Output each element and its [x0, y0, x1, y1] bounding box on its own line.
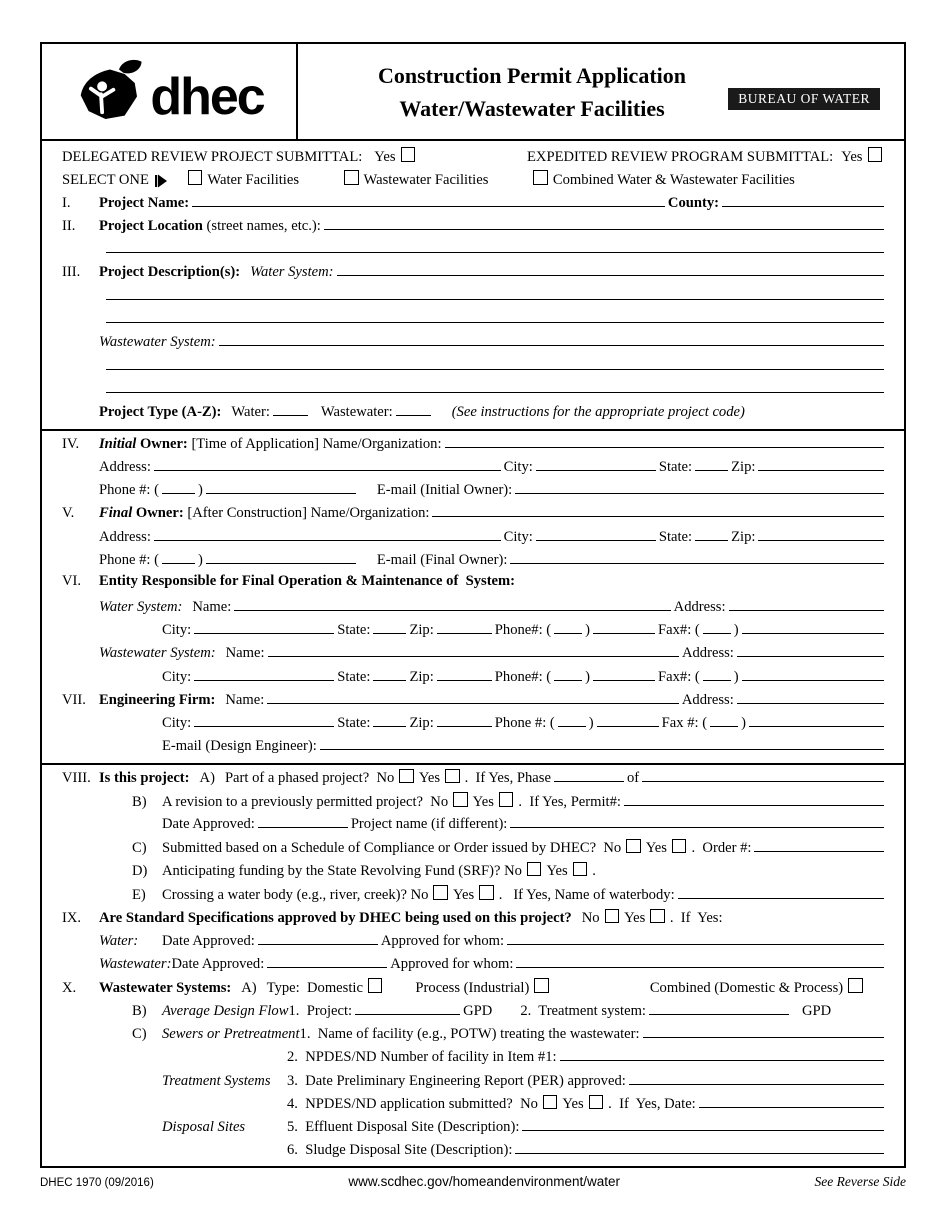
- waterbody-question: Crossing a water body (e.g., river, creek)? No: [162, 886, 429, 903]
- logo-cell: [42, 44, 298, 139]
- project-name-line[interactable]: [192, 193, 665, 207]
- row-initial-owner-address: [42, 457, 904, 480]
- project-name-label: Project Name:: [99, 194, 190, 211]
- see-reverse-side: See Reverse Side: [814, 1174, 906, 1189]
- item-d-label: D): [132, 863, 148, 880]
- phone-label: Phone#: (: [494, 621, 552, 638]
- initial-owner-phone-line[interactable]: [206, 480, 356, 494]
- wastewater-facilities-label: Wastewater Facilities: [363, 171, 489, 188]
- water-description-line[interactable]: [337, 262, 884, 276]
- facility-name-line[interactable]: [643, 1024, 884, 1038]
- city-label: City:: [162, 668, 192, 685]
- section-viii-numeral: VIII.: [62, 770, 91, 787]
- flow-project-label: 1. Project:: [288, 1002, 353, 1019]
- project-location-hint: (street names, etc.):: [202, 217, 321, 234]
- row-wastewater-desc-cont1: [42, 356, 904, 379]
- footer-url: www.scdhec.gov/homeandenvironment/water: [348, 1174, 620, 1189]
- form-border-box: [40, 42, 906, 1168]
- revision-no-checkbox[interactable]: [453, 792, 468, 807]
- final-owner-email-line[interactable]: [510, 550, 884, 564]
- initial-owner-areacode-line[interactable]: [162, 480, 195, 494]
- specs-yes-checkbox[interactable]: [650, 909, 665, 924]
- yes-label: Yes: [452, 886, 475, 903]
- form-title-line1: Construction Permit Application: [378, 62, 686, 88]
- final-owner-zip-line[interactable]: [758, 527, 884, 541]
- phased-project-question: Part of a phased project? No: [224, 770, 395, 787]
- final-owner-phone-line[interactable]: [206, 550, 356, 564]
- row-per-approved: [42, 1071, 904, 1094]
- fax-label: Fax#: (: [658, 621, 700, 638]
- county-line[interactable]: [722, 193, 884, 207]
- treatment-systems-label: Treatment Systems: [162, 1072, 271, 1089]
- row-entity-wastewater: [42, 643, 904, 666]
- phone-close-paren: ): [585, 668, 591, 685]
- wastewater-system-label: Wastewater System:: [99, 334, 216, 351]
- engineering-firm-address-line[interactable]: [737, 690, 884, 704]
- water-facilities-checkbox[interactable]: [188, 170, 203, 185]
- row-standard-specs: [42, 908, 904, 931]
- row-water-desc-cont2: [42, 309, 904, 332]
- project-name-different-line[interactable]: [510, 814, 884, 828]
- item-b-label: B): [132, 793, 147, 810]
- row-entity-responsible: [42, 573, 904, 596]
- section-x-numeral: X.: [62, 979, 77, 996]
- flow-treatment-label: 2. Treatment system:: [520, 1002, 646, 1019]
- specs-no-checkbox[interactable]: [605, 909, 620, 924]
- yes-label: Yes: [624, 910, 646, 926]
- row-engineering-firm-city: [42, 713, 904, 736]
- address-label: Address:: [673, 598, 726, 615]
- initial-owner-email-line[interactable]: [515, 480, 884, 494]
- combined-facilities-label: Combined Water & Wastewater Facilities: [552, 171, 795, 188]
- delegated-review-label: DELEGATED REVIEW PROJECT SUBMITTAL:: [62, 148, 363, 165]
- initial-owner-state-line[interactable]: [695, 457, 728, 471]
- waterbody-name-line[interactable]: [678, 885, 884, 899]
- disposal-sites-label: Disposal Sites: [162, 1119, 246, 1136]
- yes-label: Yes: [418, 770, 441, 787]
- item-c-label: C): [132, 840, 147, 857]
- row-sewers-facility-name: [42, 1024, 904, 1047]
- final-owner-label-italic: Final: [99, 505, 133, 522]
- section-iii-numeral: III.: [62, 264, 81, 281]
- engineering-firm-fax-line[interactable]: [749, 713, 884, 727]
- entity-wastewater-areacode-line[interactable]: [554, 667, 582, 681]
- row-design-engineer-email: [42, 736, 904, 759]
- entity-water-fax-areacode-line[interactable]: [703, 620, 731, 634]
- row-wastewater-description: [42, 332, 904, 355]
- item-a-label: A): [199, 770, 215, 787]
- blank-line[interactable]: [106, 286, 884, 300]
- row-sludge-disposal: [42, 1140, 904, 1163]
- phone-close-paren: ): [198, 482, 203, 499]
- row-final-owner: [42, 503, 904, 526]
- entity-water-city-line[interactable]: [194, 620, 334, 634]
- project-type-water-line[interactable]: [273, 402, 308, 416]
- initial-owner-address-line[interactable]: [154, 457, 501, 471]
- form-body: [42, 141, 904, 1164]
- section-vii-numeral: VII.: [62, 691, 86, 708]
- yes-label: Yes: [472, 793, 494, 810]
- initial-owner-name-line[interactable]: [445, 434, 884, 448]
- revision-question: A revision to a previously permitted project? No: [162, 793, 449, 810]
- process-industrial-label: Process (Industrial): [415, 979, 530, 996]
- specs-wastewater-whom-line[interactable]: [516, 954, 884, 968]
- engineering-firm-fax-areacode-line[interactable]: [710, 713, 738, 727]
- county-label: County:: [667, 194, 719, 211]
- expedited-yes-label: Yes: [841, 148, 863, 165]
- srf-question: Anticipating funding by the State Revolving Fund (SRF)? No: [162, 863, 522, 880]
- phone-close-paren: ): [585, 621, 591, 638]
- project-name-different-label: Project name (if different):: [350, 816, 508, 833]
- row-phased-project: [42, 768, 904, 791]
- specs-wastewater-date-line[interactable]: [267, 954, 387, 968]
- engineering-firm-city-line[interactable]: [194, 713, 334, 727]
- state-label: State:: [337, 621, 371, 638]
- per-approved-line[interactable]: [629, 1071, 884, 1085]
- npdes-yes-checkbox[interactable]: [589, 1095, 604, 1110]
- final-owner-email-label: E-mail (Final Owner):: [376, 552, 508, 569]
- entity-water-zip-line[interactable]: [437, 620, 492, 634]
- row-project-description: [42, 262, 904, 285]
- row-final-owner-phone: [42, 550, 904, 573]
- order-number-line[interactable]: [754, 838, 884, 852]
- phase-total-line[interactable]: [642, 768, 884, 782]
- water-system-label: Water System:: [250, 264, 334, 281]
- section-vi-numeral: VI.: [62, 573, 82, 590]
- state-label: State:: [337, 715, 371, 732]
- entity-responsible-title: Entity Responsible for Final Operation & Maintenance of System:: [99, 573, 516, 590]
- process-checkbox[interactable]: [534, 978, 549, 993]
- entity-water-areacode-line[interactable]: [554, 620, 582, 634]
- project-type-wastewater-label: Wastewater:: [320, 404, 393, 421]
- phone-close-paren: ): [588, 715, 594, 732]
- state-label: State:: [658, 528, 693, 545]
- project-type-note: (See instructions for the appropriate project code): [451, 404, 745, 421]
- waterbody-if-yes-label: . If Yes, Name of waterbody:: [498, 886, 675, 903]
- project-description-label: Project Description(s):: [99, 264, 241, 281]
- final-owner-areacode-line[interactable]: [162, 550, 195, 564]
- section-ix-numeral: IX.: [62, 910, 82, 926]
- entity-wastewater-zip-line[interactable]: [437, 667, 492, 681]
- city-label: City:: [503, 528, 533, 545]
- date-approved-label: Date Approved:: [162, 932, 255, 949]
- approved-for-whom-label: Approved for whom:: [380, 932, 505, 949]
- gpd-label: GPD: [801, 1002, 832, 1019]
- row-wastewater-desc-cont2: [42, 379, 904, 402]
- yes-label: Yes: [562, 1096, 584, 1113]
- no-label: No: [581, 910, 600, 926]
- is-this-project-title: Is this project:: [99, 770, 190, 787]
- entity-water-address-line[interactable]: [729, 597, 884, 611]
- waterbody-yes-checkbox[interactable]: [479, 885, 494, 900]
- row-project-name: [42, 193, 904, 216]
- zip-label: Zip:: [409, 668, 434, 685]
- final-owner-name-line[interactable]: [432, 503, 884, 517]
- order-number-label: . Order #:: [691, 840, 752, 857]
- srf-yes-checkbox[interactable]: [573, 862, 588, 877]
- phone-label: Phone#: (: [494, 668, 552, 685]
- revision-if-yes-label: . If Yes, Permit#:: [518, 793, 621, 810]
- phased-yes-checkbox[interactable]: [445, 769, 460, 784]
- entity-wastewater-fax-areacode-line[interactable]: [703, 667, 731, 681]
- name-label: Name:: [192, 598, 232, 615]
- sludge-disposal-line[interactable]: [515, 1140, 884, 1154]
- flow-project-line[interactable]: [355, 1001, 460, 1015]
- row-srf-funding: [42, 861, 904, 884]
- city-label: City:: [162, 715, 192, 732]
- srf-period: .: [592, 863, 596, 880]
- effluent-disposal-label: 5. Effluent Disposal Site (Description):: [287, 1119, 520, 1136]
- domestic-checkbox[interactable]: [368, 978, 383, 993]
- title-cell: [298, 44, 904, 139]
- phased-if-yes-label: . If Yes, Phase: [464, 770, 551, 787]
- entity-wastewater-system-label: Wastewater System:: [99, 645, 216, 662]
- engineering-firm-areacode-line[interactable]: [558, 713, 586, 727]
- row-schedule-compliance: [42, 838, 904, 861]
- phone-label: Phone #: (: [99, 482, 159, 499]
- initial-owner-label-italic: Initial: [99, 435, 137, 452]
- item-e-label: E): [132, 886, 146, 903]
- city-label: City:: [162, 621, 192, 638]
- row-npdes-application: [42, 1094, 904, 1117]
- sewers-pretreatment-label: Sewers or Pretreatment: [162, 1025, 300, 1042]
- row-entity-wastewater-city: [42, 667, 904, 690]
- initial-owner-label-bold: Owner:: [136, 435, 188, 452]
- phone-label: Phone #: (: [99, 552, 159, 569]
- row-revision-date: [42, 814, 904, 837]
- row-effluent-disposal: [42, 1117, 904, 1140]
- blank-line[interactable]: [106, 379, 884, 393]
- row-wastewater-systems-type: [42, 977, 904, 1000]
- zip-label: Zip:: [409, 621, 434, 638]
- initial-owner-email-label: E-mail (Initial Owner):: [376, 482, 513, 499]
- section-divider: [42, 763, 904, 765]
- engineering-firm-name-line[interactable]: [267, 690, 679, 704]
- entity-wastewater-fax-line[interactable]: [742, 667, 884, 681]
- row-initial-owner: [42, 434, 904, 457]
- date-approved-label: Date Approved:: [162, 816, 255, 833]
- project-location-line[interactable]: [324, 216, 884, 230]
- zip-label: Zip:: [731, 528, 756, 545]
- row-water-body-crossing: [42, 884, 904, 907]
- row-select-one: [42, 169, 904, 192]
- water-facilities-label: Water Facilities: [207, 171, 300, 188]
- average-design-flow-label: Average Design Flow: [162, 1002, 289, 1019]
- npdes-date-line[interactable]: [699, 1094, 884, 1108]
- name-label: Name:: [225, 691, 265, 708]
- row-project-location: [42, 216, 904, 239]
- final-owner-city-line[interactable]: [536, 527, 656, 541]
- page-footer: [40, 1174, 906, 1190]
- item-c-label: C): [132, 1025, 147, 1042]
- row-specs-wastewater: [42, 954, 904, 977]
- permit-number-line[interactable]: [624, 792, 884, 806]
- zip-label: Zip:: [731, 458, 756, 475]
- compliance-question: Submitted based on a Schedule of Compliance or Order issued by DHEC? No: [162, 840, 622, 857]
- entity-wastewater-name-line[interactable]: [268, 643, 679, 657]
- combined-domestic-process-label: Combined (Domestic & Process): [649, 979, 844, 996]
- address-label: Address:: [681, 691, 734, 708]
- select-one-label: SELECT ONE: [62, 171, 149, 188]
- compliance-no-checkbox[interactable]: [626, 839, 641, 854]
- row-review-submittal: [42, 146, 904, 169]
- row-npdes-number: [42, 1047, 904, 1070]
- form-title: [312, 59, 752, 125]
- zip-label: Zip:: [409, 715, 434, 732]
- approved-for-whom-label: Approved for whom:: [390, 956, 514, 973]
- waterbody-no-checkbox[interactable]: [433, 885, 448, 900]
- per-approved-label: 3. Date Preliminary Engineering Report (PER) approved:: [287, 1072, 626, 1089]
- form-number: DHEC 1970 (09/2016): [40, 1177, 154, 1189]
- initial-owner-zip-line[interactable]: [758, 457, 884, 471]
- blank-line[interactable]: [106, 309, 884, 323]
- initial-owner-name-label: [Time of Application] Name/Organization:: [187, 435, 442, 452]
- phased-no-checkbox[interactable]: [399, 769, 414, 784]
- npdes-number-label: 2. NPDES/ND Number of facility in Item #1:: [287, 1049, 557, 1066]
- yes-label: Yes: [546, 863, 568, 880]
- entity-water-state-line[interactable]: [373, 620, 406, 634]
- project-type-label: Project Type (A-Z):: [99, 404, 222, 421]
- expedited-yes-checkbox[interactable]: [868, 147, 883, 162]
- row-water-desc-cont1: [42, 286, 904, 309]
- phone-label: Phone #: (: [494, 715, 555, 732]
- phone-close-paren: ): [198, 552, 203, 569]
- npdes-no-checkbox[interactable]: [543, 1095, 558, 1110]
- select-arrow-icon: [155, 174, 167, 188]
- row-entity-water-city: [42, 620, 904, 643]
- phase-number-line[interactable]: [554, 768, 624, 782]
- form-header: [42, 44, 904, 141]
- row-engineering-firm: [42, 690, 904, 713]
- standard-specs-title: Are Standard Specifications approved by DHEC being used on this project?: [99, 910, 572, 926]
- combined-facilities-checkbox[interactable]: [533, 170, 548, 185]
- design-engineer-email-label: E-mail (Design Engineer):: [162, 738, 317, 755]
- row-entity-water: [42, 597, 904, 620]
- section-divider: [42, 429, 904, 431]
- bureau-of-water-badge: BUREAU OF WATER: [728, 88, 880, 110]
- flow-treatment-line[interactable]: [649, 1001, 789, 1015]
- entity-water-phone-line[interactable]: [593, 620, 655, 634]
- fax-label: Fax#: (: [658, 668, 700, 685]
- blank-line[interactable]: [106, 356, 884, 370]
- city-label: City:: [503, 458, 533, 475]
- address-label: Address:: [681, 645, 734, 662]
- state-label: State:: [337, 668, 371, 685]
- entity-wastewater-phone-line[interactable]: [593, 667, 655, 681]
- engineering-firm-state-line[interactable]: [373, 713, 406, 727]
- item-a-label: A): [241, 979, 257, 996]
- project-type-water-label: Water:: [231, 404, 270, 421]
- row-revision-project: [42, 791, 904, 814]
- npdes-if-yes-date-label: . If Yes, Date:: [608, 1096, 696, 1113]
- date-approved-label: Date Approved:: [171, 956, 265, 973]
- project-type-wastewater-line[interactable]: [396, 402, 431, 416]
- entity-wastewater-state-line[interactable]: [373, 667, 406, 681]
- specs-water-date-line[interactable]: [258, 931, 378, 945]
- item-b-label: B): [132, 1002, 147, 1019]
- gpd-label: GPD: [463, 1002, 493, 1019]
- section-iv-numeral: IV.: [62, 435, 80, 452]
- row-final-owner-address: [42, 527, 904, 550]
- phase-of-label: of: [626, 770, 640, 787]
- yes-label: Yes: [645, 840, 667, 857]
- name-label: Name:: [225, 645, 265, 662]
- design-engineer-email-line[interactable]: [320, 736, 884, 750]
- row-project-location-cont: [42, 239, 904, 262]
- fax-close-paren: ): [733, 621, 739, 638]
- npdes-application-question: 4. NPDES/ND application submitted? No: [287, 1096, 538, 1113]
- specs-wastewater-label: Wastewater:: [99, 956, 172, 973]
- specs-if-yes-label: . If Yes:: [669, 910, 723, 926]
- entity-water-name-line[interactable]: [234, 597, 670, 611]
- combined-checkbox[interactable]: [848, 978, 863, 993]
- fax-close-paren: ): [733, 668, 739, 685]
- row-project-type: [42, 402, 904, 425]
- project-location-label: Project Location: [99, 217, 203, 234]
- blank-line[interactable]: [106, 239, 884, 253]
- section-ii-numeral: II.: [62, 217, 76, 234]
- compliance-yes-checkbox[interactable]: [672, 839, 687, 854]
- row-initial-owner-phone: [42, 480, 904, 503]
- final-owner-name-label: [After Construction] Name/Organization:: [183, 505, 430, 522]
- final-owner-label-bold: Owner:: [132, 505, 184, 522]
- expedited-review-label: EXPEDITED REVIEW PROGRAM SUBMITTAL:: [527, 148, 834, 165]
- row-average-design-flow: [42, 1001, 904, 1024]
- specs-water-label: Water:: [99, 932, 139, 949]
- fax-label: Fax #: (: [661, 715, 708, 732]
- entity-water-system-label: Water System:: [99, 598, 183, 615]
- facility-name-label: 1. Name of facility (e.g., POTW) treating the wastewater:: [299, 1025, 640, 1042]
- wastewater-systems-title: Wastewater Systems:: [99, 979, 232, 996]
- type-domestic-label: Type: Domestic: [266, 979, 363, 996]
- delegated-yes-checkbox[interactable]: [401, 147, 416, 162]
- specs-water-whom-line[interactable]: [507, 931, 884, 945]
- entity-wastewater-city-line[interactable]: [194, 667, 334, 681]
- fax-close-paren: ): [741, 715, 746, 732]
- wastewater-facilities-checkbox[interactable]: [344, 170, 359, 185]
- wastewater-description-line[interactable]: [219, 332, 884, 346]
- revision-yes-checkbox[interactable]: [499, 792, 514, 807]
- section-v-numeral: V.: [62, 505, 75, 522]
- address-label: Address:: [99, 458, 151, 475]
- logo-wordmark: dhec: [150, 67, 264, 126]
- state-label: State:: [658, 458, 693, 475]
- engineering-firm-phone-line[interactable]: [597, 713, 659, 727]
- final-owner-address-line[interactable]: [154, 527, 501, 541]
- address-label: Address:: [99, 528, 151, 545]
- delegated-yes-label: Yes: [374, 148, 396, 165]
- entity-wastewater-address-line[interactable]: [737, 643, 884, 657]
- npdes-number-line[interactable]: [560, 1047, 884, 1061]
- form-title-line2: Water/Wastewater Facilities: [399, 95, 665, 121]
- entity-water-fax-line[interactable]: [742, 620, 884, 634]
- revision-date-line[interactable]: [258, 814, 348, 828]
- srf-no-checkbox[interactable]: [527, 862, 542, 877]
- row-specs-water: [42, 931, 904, 954]
- sludge-disposal-label: 6. Sludge Disposal Site (Description):: [287, 1142, 513, 1159]
- initial-owner-city-line[interactable]: [536, 457, 656, 471]
- section-i-numeral: I.: [62, 194, 71, 211]
- dhec-logo: [74, 59, 146, 125]
- final-owner-state-line[interactable]: [695, 527, 728, 541]
- engineering-firm-zip-line[interactable]: [437, 713, 492, 727]
- engineering-firm-title: Engineering Firm:: [99, 691, 216, 708]
- effluent-disposal-line[interactable]: [522, 1117, 884, 1131]
